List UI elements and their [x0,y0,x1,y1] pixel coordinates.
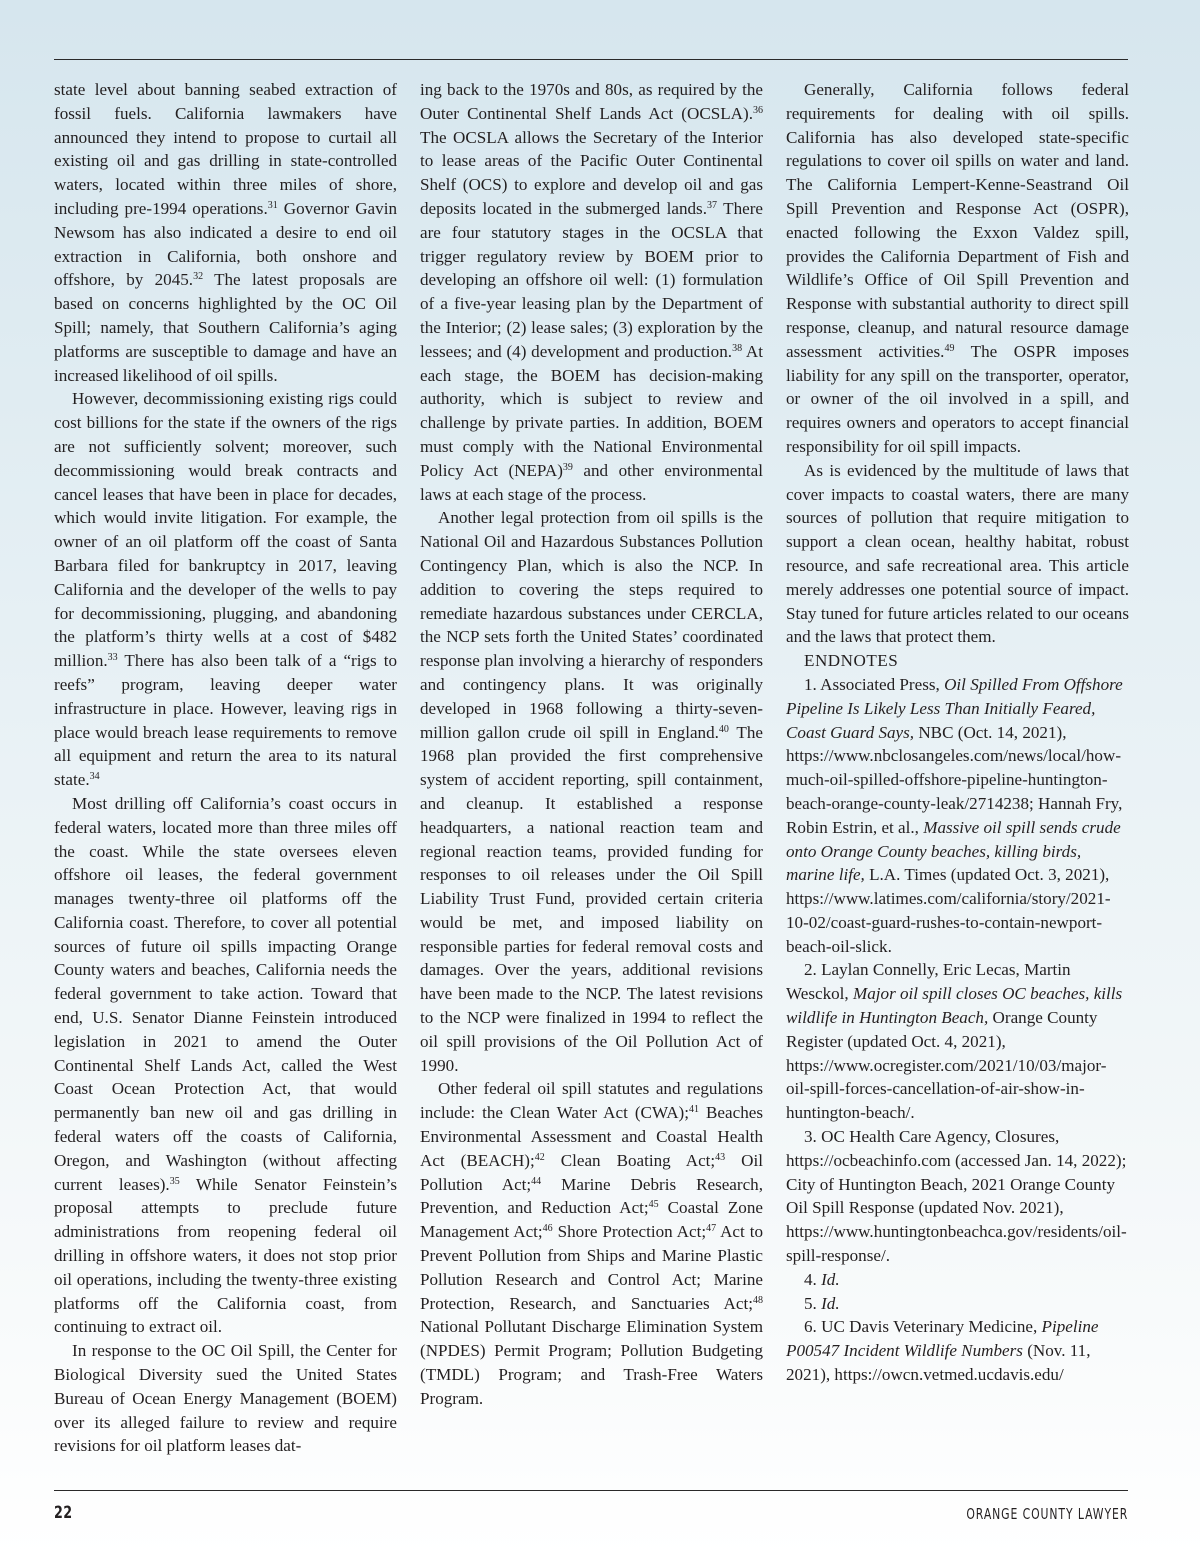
footnote-ref: 46 [542,1223,553,1235]
footnote-ref: 37 [706,199,717,211]
footnote-ref: 43 [715,1151,726,1163]
footnote-ref: 33 [107,652,118,664]
text-run: Marine Debris Research, Prevention, and Reduction Act; [420,1174,763,1218]
italic-title: Id. [821,1269,840,1289]
text-run: state level about banning seabed extraction of fossil fuels. California lawmakers have announced they intend to propose to curtail all existing oil and gas drilling in state-controlled waters, located within three miles of shore, including pre-1994 operations. [54,80,397,218]
paragraph [420,1077,763,1410]
text-run: Shore Protection Act; [552,1222,707,1242]
text-run: There are four statutory stages in the OCSLA that trigger regulatory review by BOEM prior to developing an offshore oil well: (1) formulation of a five-year leasing plan by the Department of the Interior; (2) lease sales; (3) exploration by the lessees; and (4) development and production. [420,198,763,361]
footnote-ref: 41 [688,1104,699,1116]
text-run: However, decommissioning existing rigs could cost billions for the state if the owners of the rigs are not sufficiently solvent; moreover, such decommissioning would break contracts and cancel leases that have been in place for decades, which would invite litigation. For example, the owner of an oil platform off the coast of Santa Barbara filed for bankruptcy in 2017, leaving California and the developer of the wells to pay for decommissioning, plugging, and abandoning the platform’s thirty wells at a cost of $482 million. [54,389,397,671]
footnote-ref: 32 [193,271,204,283]
italic-title: Pipeline P00547 Incident Wildlife Numbers [786,1317,1099,1361]
endnote [786,1292,1129,1316]
text-run: L.A. Times (updated Oct. 3, 2021), https://www.latimes.com/california/story/2021-10-02/coast-guard-rushes-to-contain-newport-beach-oil-slick. [786,865,1111,956]
footnote-ref: 34 [89,771,100,783]
text-run: The 1968 plan provided the first comprehensive system of accident reporting, spill containment, and cleanup. It established a response headquarters, a national reaction team and regional reaction teams, provided funding for responses to oil releases under the Oil Spill Liability Trust Fund, provided certain criteria would be met, and imposed liability on responsible parties for federal removal costs and damages. Over the years, additional revisions have been made to the NCP. The latest revisions to the NCP were finalized in 1994 to reflect the oil spill provisions of the Oil Pollution Act of 1990. [420,722,763,1075]
text-run: Another legal protection from oil spills is the National Oil and Hazardous Substances Pollution Contingency Plan, which is also the NCP. In addition to covering the steps required to remediate hazardous substances under CERCLA, the NCP sets forth the United States’ coordinated response plan involving a hierarchy of responders and contingency plans. It was originally developed in 1968 following a thirty-seven-million gallon crude oil spill in England. [420,508,763,742]
italic-title: Massive oil spill sends crude onto Orange County beaches, killing birds, marine life, [786,817,1121,885]
footnote-ref: 36 [753,104,763,116]
paragraph [54,1339,397,1458]
paragraph [786,459,1129,649]
footnote-ref: 39 [562,461,573,473]
paragraph [420,506,763,1077]
endnotes-list [786,673,1129,1387]
top-rule [54,59,1128,60]
publication-name: ORANGE COUNTY LAWYER [966,1505,1128,1523]
text-run: NBC (Oct. 14, 2021), https://www.nbclosangeles.com/news/local/how-much-oil-spilled-offshore-pipeline-huntington-beach-orange-county-leak/2714238; Hannah Fry, Robin Estrin, et al., [786,722,1123,837]
endnote [786,1125,1129,1268]
paragraph [54,78,397,387]
text-run: Governor Gavin Newsom has also indicated a desire to end oil extraction in California, both onshore and offshore, by 2045. [54,198,397,290]
column-2 [420,78,763,1411]
endnote [786,1268,1129,1292]
endnote [786,673,1129,959]
text-run: At each stage, the BOEM has decision-making authority, which is subject to review and challenge by private parties. In addition, BOEM must comply with the National Environmental Policy Act (NEPA) [420,341,763,480]
column-3 [786,78,1129,1387]
bottom-rule [54,1490,1128,1491]
text-run: Other federal oil spill statutes and regulations include: the Clean Water Act (CWA); [420,1079,763,1123]
footnote-ref: 48 [753,1294,763,1306]
text-run: and other environmental laws at each stage of the process. [420,460,763,504]
text-run: 2. Laylan Connelly, Eric Lecas, Martin Wesckol, [786,960,1071,1004]
footnote-ref: 35 [169,1175,180,1187]
text-run: The OCSLA allows the Secretary of the Interior to lease areas of the Pacific Outer Continental Shelf (OCS) to explore and develop oil and gas deposits located in the submerged lands. [420,127,763,218]
text-run: 3. OC Health Care Agency, Closures, https://ocbeachinfo.com (accessed Jan. 14, 2022); City of Huntington Beach, 2021 Orange County Oil Spill Response (updated Nov. 2021), https://www.huntingtonbeachca.gov/residents/oil-spill-response/. [786,1127,1127,1266]
italic-title: Id. [821,1293,840,1313]
text-run: 5. [804,1293,822,1313]
text-run: As is evidenced by the multitude of laws that cover impacts to coastal waters, there are many sources of pollution that require mitigation to support a clean ocean, healthy habitat, robust resource, and safe recreational area. This article merely addresses one potential source of impact. Stay tuned for future articles related to our oceans and the laws that protect them. [786,460,1129,647]
paragraph [54,387,397,792]
footnote-ref: 42 [534,1151,545,1163]
text-run: Act to Prevent Pollution from Ships and Marine Plastic Pollution Research and Control Act; Marine Protection, Research, and Sanctuaries Act; [420,1222,763,1313]
text-run: 1. Associated Press, [804,674,945,694]
text-run: Beaches Environmental Assessment and Coastal Health Act (BEACH); [420,1103,763,1170]
footnote-ref: 45 [648,1199,659,1211]
text-run: Orange County Register (updated Oct. 4, 2021), https://www.ocregister.com/2021/10/03/major-oil-spill-forces-cancellation-of-air-show-in-huntington-beach/. [786,1008,1107,1123]
footnote-ref: 44 [531,1175,542,1187]
endnotes-heading: ENDNOTES [804,651,899,671]
text-run: 4. [804,1269,822,1289]
italic-title: Oil Spilled From Offshore Pipeline Is Likely Less Than Initially Feared, Coast Guard Says, [786,674,1123,742]
endnote [786,1315,1129,1386]
column-1 [54,78,397,1458]
footnote-ref: 47 [706,1223,717,1235]
text-run: In response to the OC Oil Spill, the Center for Biological Diversity sued the United States Bureau of Ocean Energy Management (BOEM) over its alleged failure to review and require revisions for oil platform leases dat- [54,1341,397,1456]
text-run: ing back to the 1970s and 80s, as required by the Outer Continental Shelf Lands Act (OCSLA). [420,80,763,123]
footnote-ref: 38 [732,342,743,354]
text-run: 6. UC Davis Veterinary Medicine, [804,1317,1042,1337]
text-run: National Pollutant Discharge Elimination System (NPDES) Permit Program; Pollution Budgeting (TMDL) Program; and Trash-Free Waters Program. [420,1317,763,1408]
text-run: Most drilling off California’s coast occurs in federal waters, located more than three miles off the coast. While the state oversees eleven offshore oil leases, the federal government manages twenty-three oil platforms off the California coast. Therefore, to cover all potential sources of future oil spills impacting Orange County waters and beaches, California needs the federal government to take action. Toward that end, U.S. Senator Dianne Feinstein introduced legislation in 2021 to amend the Outer Continental Shelf Lands Act, called the West Coast Ocean Protection Act, that would permanently ban new oil and gas drilling in federal waters off the coasts of California, Oregon, and Washington (without affecting current leases). [54,793,397,1194]
paragraph [420,78,763,506]
text-run: Clean Boating Act; [544,1150,716,1170]
text-run: Oil Pollution Act; [420,1150,763,1194]
page-number: 22 [54,1503,73,1523]
footnote-ref: 49 [944,342,955,354]
text-run: Generally, California follows federal requirements for dealing with oil spills. California has also developed state-specific regulations to cover oil spills on water and land. The California Lempert-Kenne-Seastrand Oil Spill Prevention and Response Act (OSPR), enacted following the Exxon Valdez spill, provides the California Department of Fish and Wildlife’s Office of Oil Spill Prevention and Response with substantial authority to direct spill response, cleanup, and natural resource damage assessment activities. [786,80,1129,361]
footnote-ref: 31 [267,199,278,211]
endnote [786,958,1129,1125]
paragraph [786,78,1129,459]
text-run: (Nov. 11, 2021), https://owcn.vetmed.ucdavis.edu/ [786,1341,1091,1385]
text-run: The latest proposals are based on concerns highlighted by the OC Oil Spill; namely, that Southern California’s aging platforms are susceptible to damage and have an increased likelihood of oil spills. [54,270,397,385]
text-run: The OSPR imposes liability for any spill on the transporter, operator, or owner of the oil involved in a spill, and requires owners and operators to accept financial responsibility for oil spill impacts. [786,341,1129,456]
text-run: Coastal Zone Management Act; [420,1198,763,1242]
text-run: While Senator Feinstein’s proposal attempts to preclude future administrations from reopening federal oil drilling in offshore waters, it does not stop prior oil operations, including the twenty-three existing platforms off the California coast, from continuing to extract oil. [54,1174,397,1337]
footnote-ref: 40 [718,723,729,735]
text-run: There has also been talk of a “rigs to reefs” program, leaving deeper water infrastructure in place. However, leaving rigs in place would breach lease requirements to remove all equipment and return the area to its natural state. [54,651,397,790]
italic-title: Major oil spill closes OC beaches, kills wildlife in Huntington Beach, [786,984,1123,1028]
paragraph [54,792,397,1339]
